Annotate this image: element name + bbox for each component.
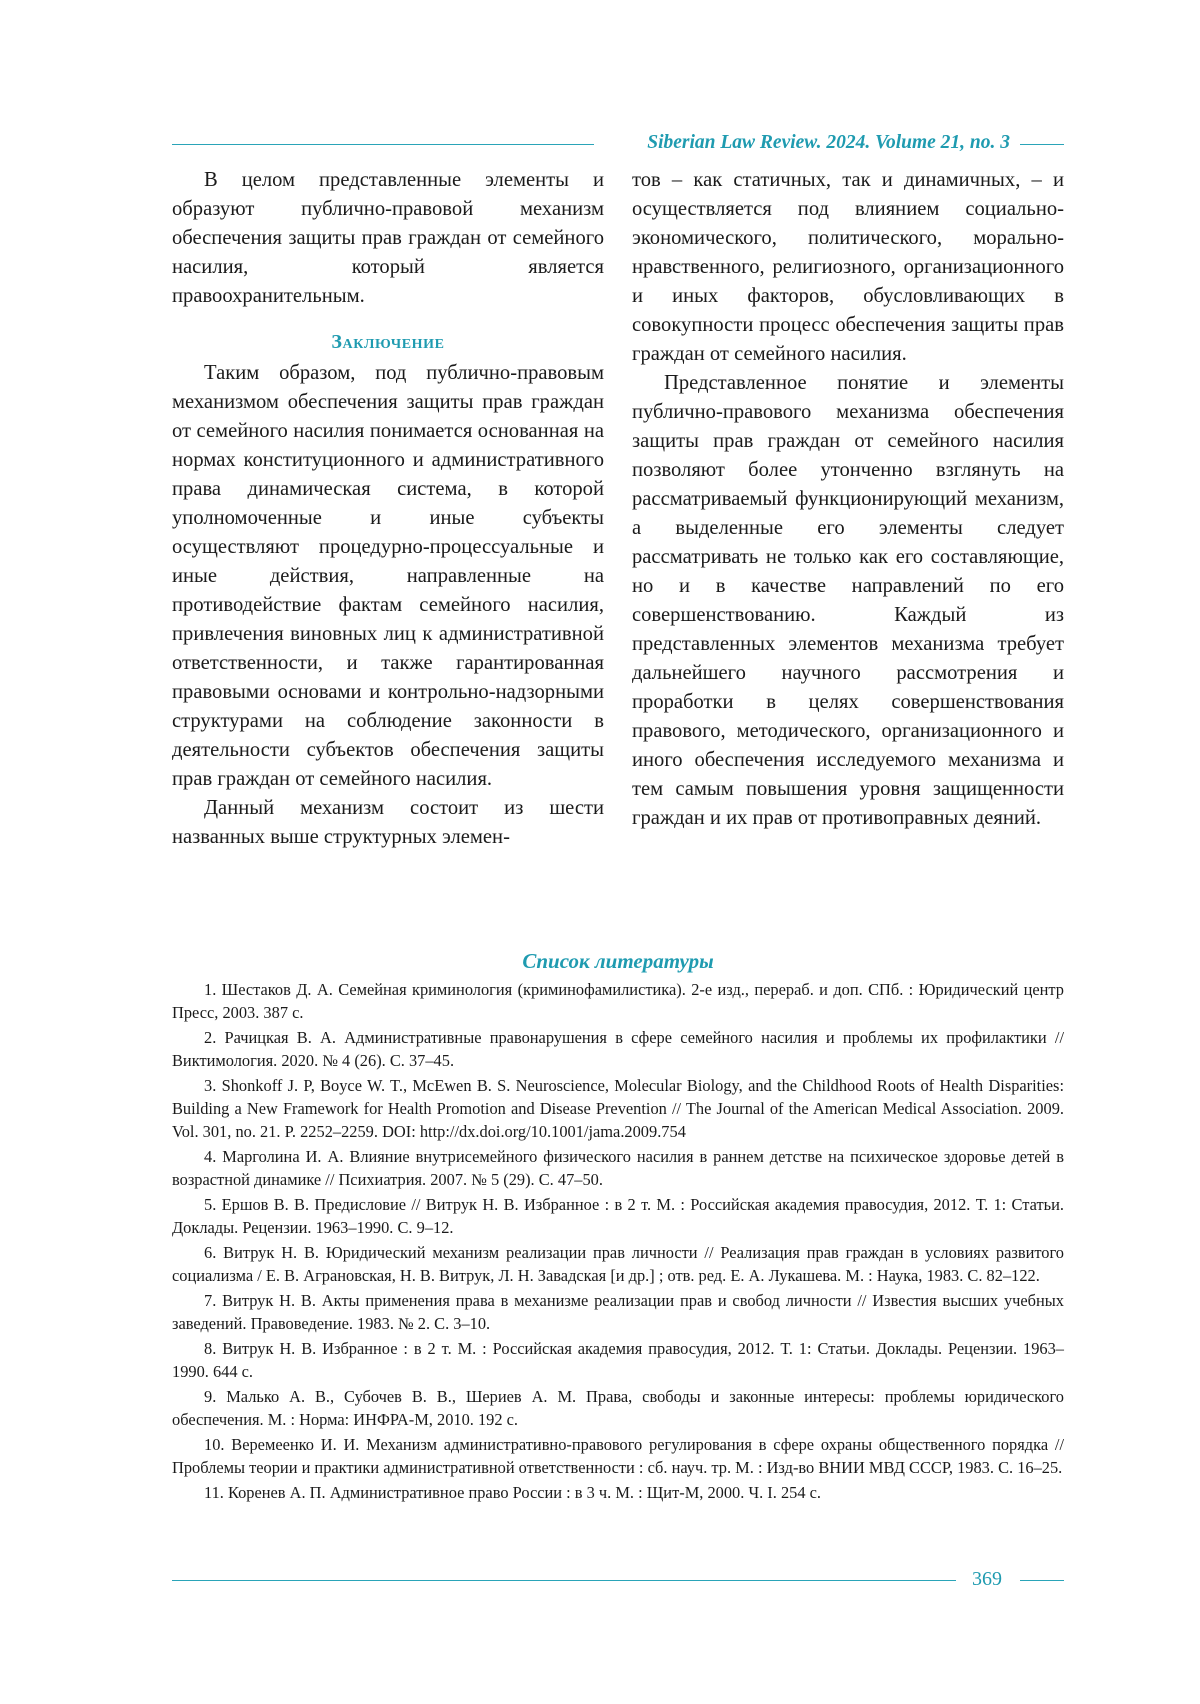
reference-item: 3. Shonkoff J. P, Boyce W. T., McEwen B. S. Neuroscience, Molecular Biology, and the Childhood Roots of Health Disparities: Building a New Framework for Health Promotion and Disease Prevention // The Journal of the American Medical Association. 2009. Vol. 301, no. 21. P. 2252–2259. DOI: http://dx.doi.org/10.1001/jama.2009.754 [172, 1074, 1064, 1143]
reference-item: 6. Витрук Н. В. Юридический механизм реализации прав личности // Реализация прав граждан в условиях развитого социализма / Е. В. Аграновская, Н. В. Витрук, Л. Н. Завадская [и др.] ; отв. ред. Е. А. Лукашева. М. : Наука, 1983. С. 82–122. [172, 1241, 1064, 1287]
conclusion-paragraph-3: Представленное понятие и элементы публично-правового механизма обеспечения защиты прав граждан от семейного насилия позволяют более утонченно взглянуть на рассматриваемый функционирующий механизм, а выделенные его элементы следует рассматривать не только как его составляющие, но и в качестве направлений по его совершенствованию. Каждый из представленных элементов механизма требует дальнейшего научного рассмотрения и проработки в целях совершенствования правового, методического, организационного и иного обеспечения исследуемого механизма и тем самым повышения уровня защищенности граждан и их прав от противоправных деяний. [632, 369, 1064, 833]
references-section [172, 948, 1064, 1506]
reference-item: 7. Витрук Н. В. Акты применения права в механизме реализации прав и свобод личности // Известия высших учебных заведений. Правоведение. 1983. № 2. С. 3–10. [172, 1289, 1064, 1335]
footer-rule-right [1020, 1580, 1064, 1581]
conclusion-paragraph-2-start: Данный механизм состоит из шести названных выше структурных элемен- [172, 794, 604, 852]
footer-rule-left [172, 1580, 956, 1581]
intro-paragraph: В целом представленные элементы и образуют публично-правовой механизм обеспечения защиты прав граждан от семейного насилия, который является правоохранительным. [172, 166, 604, 311]
page-number: 369 [962, 1568, 1012, 1591]
reference-item: 2. Рачицкая В. А. Административные правонарушения в сфере семейного насилия и проблемы их профилактики // Виктимология. 2020. № 4 (26). С. 37–45. [172, 1026, 1064, 1072]
running-header [172, 132, 1064, 158]
conclusion-paragraph-1: Таким образом, под публично-правовым механизмом обеспечения защиты прав граждан от семейного насилия понимается основанная на нормах конституционного и административного права динамическая система, в которой уполномоченные и иные субъекты осуществляют процедурно-процессуальные и иные действия, направленные на противодействие фактам семейного насилия, привлечения виновных лиц к административной ответственности, и также гарантированная правовыми основами и контрольно-надзорными структурами на соблюдение законности в деятельности субъектов обеспечения защиты прав граждан от семейного насилия. [172, 359, 604, 794]
header-rule-right [1020, 144, 1064, 145]
reference-item: 10. Веремеенко И. И. Механизм административно-правового регулирования в сфере охраны общественного порядка // Проблемы теории и практики административной ответственности : сб. науч. тр. М. : Изд-во ВНИИ МВД СССР, 1983. С. 16–25. [172, 1433, 1064, 1479]
journal-title: Siberian Law Review. 2024. Volume 21, no. 3 [602, 132, 1010, 154]
reference-item: 1. Шестаков Д. А. Семейная криминология (криминофамилистика). 2-е изд., перераб. и доп. СПб. : Юридический центр Пресс, 2003. 387 с. [172, 978, 1064, 1024]
conclusion-heading: Заключение [172, 329, 604, 355]
body-columns [172, 166, 1064, 918]
document-page [0, 0, 1200, 1704]
reference-item: 8. Витрук Н. В. Избранное : в 2 т. М. : Российская академия правосудия, 2012. Т. 1: Статьи. Доклады. Рецензии. 1963–1990. 644 с. [172, 1337, 1064, 1383]
reference-item: 11. Коренев А. П. Административное право России : в 3 ч. М. : Щит-М, 2000. Ч. I. 254 с. [172, 1481, 1064, 1504]
header-rule-left [172, 144, 594, 145]
right-column [632, 166, 1064, 833]
page-footer [172, 1568, 1064, 1594]
reference-item: 9. Малько А. В., Субочев В. В., Шериев А. М. Права, свободы и законные интересы: проблемы юридического обеспечения. М. : Норма: ИНФРА-М, 2010. 192 с. [172, 1385, 1064, 1431]
references-heading: Список литературы [172, 948, 1064, 974]
conclusion-paragraph-2-cont: тов – как статичных, так и динамичных, – и осуществляется под влиянием социально-экономического, политического, морально-нравственного, религиозного, организационного и иных факторов, обусловливающих в совокупности процесс обеспечения защиты прав граждан от семейного насилия. [632, 166, 1064, 369]
reference-item: 4. Марголина И. А. Влияние внутрисемейного физического насилия в раннем детстве на психическое здоровье детей в возрастной динамике // Психиатрия. 2007. № 5 (29). С. 47–50. [172, 1145, 1064, 1191]
reference-item: 5. Ершов В. В. Предисловие // Витрук Н. В. Избранное : в 2 т. М. : Российская академия правосудия, 2012. Т. 1: Статьи. Доклады. Рецензии. 1963–1990. С. 9–12. [172, 1193, 1064, 1239]
references-list [172, 978, 1064, 1504]
left-column [172, 166, 604, 852]
